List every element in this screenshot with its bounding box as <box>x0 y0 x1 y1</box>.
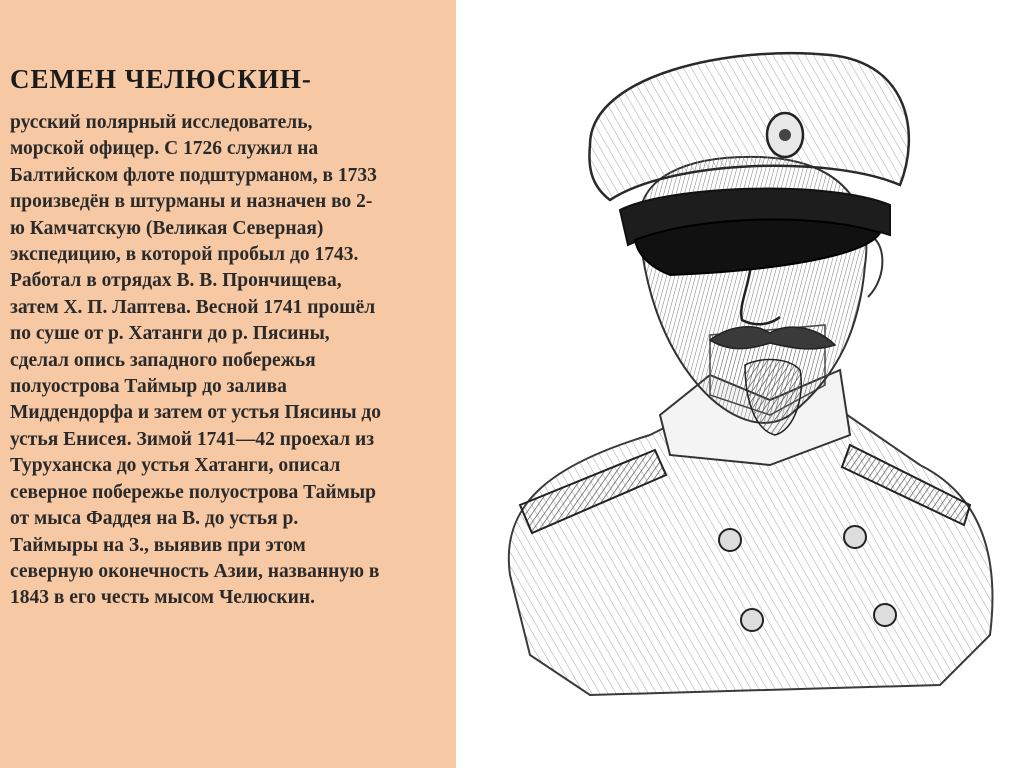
uniform-button <box>719 529 741 551</box>
bio-line: от мыса Фаддея на В. до устья р. <box>10 508 299 530</box>
bio-line: 1843 в его честь мысом Челюскин. <box>10 587 315 609</box>
bio-line: Таймыры на З., выявив при этом <box>10 534 306 556</box>
bio-line: Балтийском флоте подштурманом, в 1733 <box>10 164 377 186</box>
uniform-button <box>741 609 763 631</box>
bio-line: произведён в штурманы и назначен во 2- <box>10 191 373 213</box>
bio-line: северное побережье полуострова Таймыр <box>10 481 376 503</box>
page-title: СЕМЕН ЧЕЛЮСКИН- <box>10 64 312 94</box>
portrait-engraving <box>470 35 1010 725</box>
bio-line: сделал опись западного побережья <box>10 349 316 371</box>
bio-line: устья Енисея. Зимой 1741—42 проехал из <box>10 428 375 450</box>
bio-line: морской офицер. С 1726 служил на <box>10 138 319 160</box>
uniform-button <box>844 526 866 548</box>
text-panel <box>0 0 456 768</box>
bio-line: по суше от р. Хатанги до р. Пясины, <box>10 323 330 345</box>
bio-line: затем Х. П. Лаптева. Весной 1741 прошёл <box>10 296 376 318</box>
bio-line: северную оконечность Азии, названную в <box>10 560 380 582</box>
biography-text <box>10 110 450 612</box>
uniform-button <box>874 604 896 626</box>
bio-line: ю Камчатскую (Великая Северная) <box>10 217 324 239</box>
bio-line: полуострова Таймыр до залива <box>10 376 287 398</box>
bio-line: русский полярный исследователь, <box>10 112 313 133</box>
bio-line: Туруханска до устья Хатанги, описал <box>10 455 341 477</box>
bio-line: Работал в отрядах В. В. Прончищева, <box>10 270 342 292</box>
bio-line: экспедицию, в которой пробыл до 1743. <box>10 244 359 266</box>
bio-line: Миддендорфа и затем от устья Пясины до <box>10 402 382 424</box>
